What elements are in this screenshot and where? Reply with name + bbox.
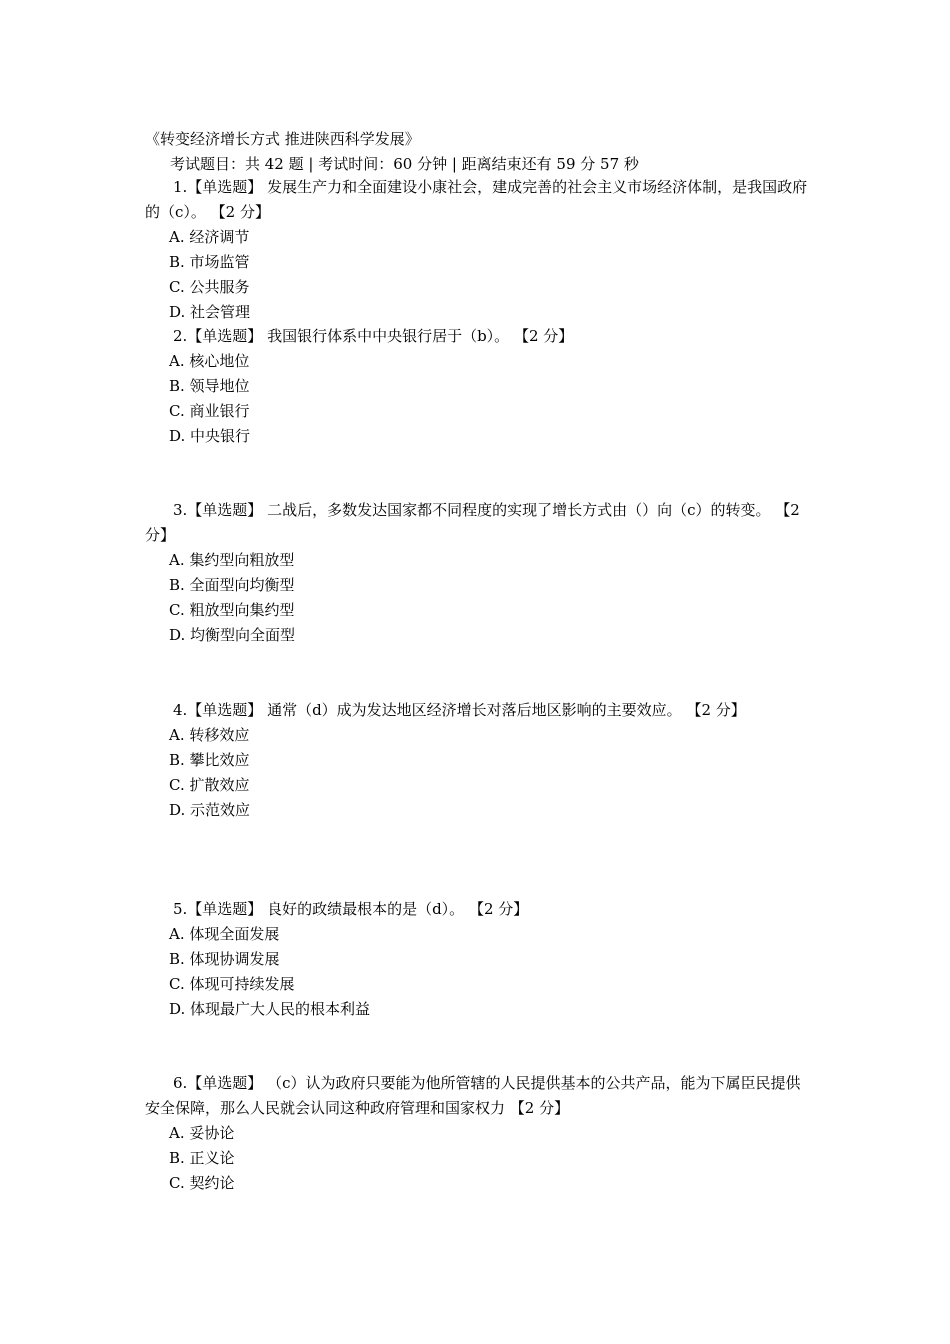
option-b: B. 攀比效应 <box>169 751 250 769</box>
option-c: C. 扩散效应 <box>169 776 250 794</box>
question-stem: 1.【单选题】 发展生产力和全面建设小康社会，建成完善的社会主义市场经济体制，是我国政府的（c）。 【2 分】 <box>145 178 808 221</box>
option-b: B. 体现协调发展 <box>169 950 280 968</box>
option-c: C. 契约论 <box>169 1174 235 1192</box>
question-4 <box>145 698 810 823</box>
option-d: D. 示范效应 <box>169 801 251 819</box>
option-d: D. 体现最广大人民的根本利益 <box>169 1000 371 1018</box>
question-stem: 4.【单选题】 通常（d）成为发达地区经济增长对落后地区影响的主要效应。 【2 分】 <box>173 701 746 719</box>
exam-info: 考试题目：共 42 题 | 考试时间：60 分钟 | 距离结束还有 59 分 57 秒 <box>170 155 639 173</box>
option-a: A. 经济调节 <box>169 228 250 246</box>
question-6 <box>145 1071 810 1196</box>
option-b: B. 正义论 <box>169 1149 235 1167</box>
option-a: A. 体现全面发展 <box>169 925 280 943</box>
document-title: 《转变经济增长方式 推进陕西科学发展》 <box>145 130 420 148</box>
question-stem: 5.【单选题】 良好的政绩最根本的是（d）。 【2 分】 <box>173 900 529 918</box>
question-1 <box>145 175 810 325</box>
option-b: B. 市场监管 <box>169 253 250 271</box>
option-d: D. 社会管理 <box>169 303 251 321</box>
question-stem: 2.【单选题】 我国银行体系中中央银行居于（b）。 【2 分】 <box>173 327 574 345</box>
option-c: C. 粗放型向集约型 <box>169 601 295 619</box>
option-a: A. 集约型向粗放型 <box>169 551 295 569</box>
option-b: B. 全面型向均衡型 <box>169 576 295 594</box>
question-stem: 3.【单选题】 二战后，多数发达国家都不同程度的实现了增长方式由（）向（c）的转变。 【2 分】 <box>145 501 800 544</box>
question-2 <box>145 324 810 449</box>
option-c: C. 体现可持续发展 <box>169 975 295 993</box>
question-3 <box>145 498 810 648</box>
option-d: D. 中央银行 <box>169 427 251 445</box>
option-b: B. 领导地位 <box>169 377 250 395</box>
option-c: C. 公共服务 <box>169 278 250 296</box>
question-stem: 6.【单选题】 （c）认为政府只要能为他所管辖的人民提供基本的公共产品，能为下属臣民提供安全保障，那么人民就会认同这种政府管理和国家权力 【2 分】 <box>145 1074 801 1117</box>
question-5 <box>145 897 810 1022</box>
option-d: D. 均衡型向全面型 <box>169 626 296 644</box>
option-a: A. 核心地位 <box>169 352 250 370</box>
option-c: C. 商业银行 <box>169 402 250 420</box>
option-a: A. 转移效应 <box>169 726 250 744</box>
option-a: A. 妥协论 <box>169 1124 235 1142</box>
